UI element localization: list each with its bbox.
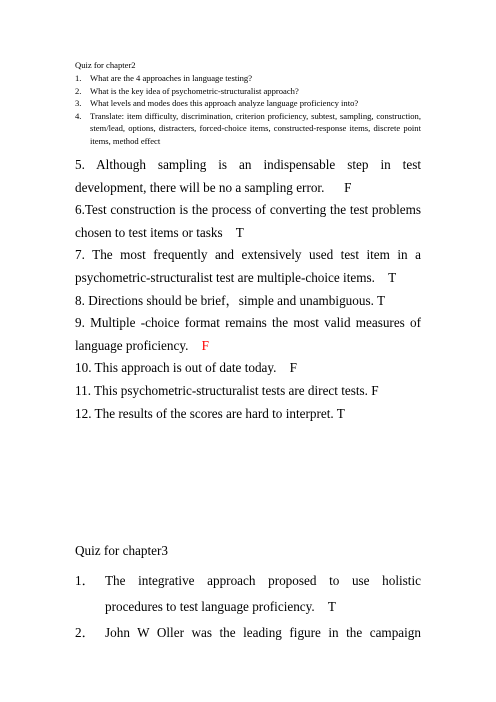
list-item [75, 568, 421, 620]
question-answer: T [327, 599, 336, 614]
question-text: What is the key idea of psychometric-structuralist approach? [90, 85, 299, 96]
statement-answer: T [376, 292, 385, 308]
statement-answer: F [371, 382, 379, 398]
statement-text: 10. This approach is out of date today. [75, 360, 277, 376]
question-text-line: procedures to test language proficiency. [105, 599, 315, 614]
list-number: 1. [75, 73, 82, 83]
statement [75, 154, 421, 199]
statement [75, 403, 421, 426]
statement-answer: T [235, 224, 244, 240]
statement [75, 357, 421, 380]
statement [75, 244, 421, 289]
list-number: 1． [75, 573, 95, 588]
question-text: What levels and modes does this approach analyze language proficiency into? [90, 98, 359, 108]
statement-answer-highlighted: F [201, 337, 209, 353]
statement-answer: F [289, 360, 297, 376]
statement-answer: F [344, 179, 352, 195]
statement-text: 12. The results of the scores are hard to interpret. [75, 405, 334, 421]
chapter3-question-list [75, 568, 421, 646]
list-number: 2． [75, 625, 95, 640]
statement-text: 5. Although sampling is an indispensable step in test development, there will be no a sampling error. [75, 157, 421, 195]
true-false-statements [75, 154, 421, 425]
statement-text: 11. This psychometric-structuralist tests are direct tests. [75, 382, 368, 398]
statement [75, 290, 421, 313]
statement [75, 199, 421, 244]
statement-text: 8. Directions should be brief，simple and unambiguous. [75, 292, 374, 308]
list-item [75, 97, 421, 110]
question-text: Translate: item difficulty, discrimination, criterion proficiency, subtest, sampling, construction, stem/lead, options, distracters, forced-choice items, constructed-response items, discrete point items, method effect [90, 110, 421, 146]
question-text: What are the 4 approaches in language testing? [90, 73, 253, 83]
question-text-line: John W Oller was the leading figure in the campaign [105, 625, 421, 640]
list-item [75, 110, 421, 148]
statement-text: 7. The most frequently and extensively used test item in a psychometric-structuralist test are multiple-choice items. [75, 247, 421, 285]
list-number: 3. [75, 98, 82, 108]
list-item [75, 72, 421, 85]
chapter3-title: Quiz for chapter3 [75, 543, 169, 558]
statement [75, 312, 421, 357]
chapter2-question-list [75, 72, 421, 147]
list-item [75, 85, 421, 98]
list-number: 4. [75, 110, 82, 121]
chapter2-title: Quiz for chapter2 [75, 60, 136, 70]
statement-text: 9. Multiple -choice format remains the most valid measures of language proficiency. [75, 315, 421, 353]
statement-answer: T [388, 269, 397, 285]
list-item [75, 620, 421, 646]
statement [75, 380, 421, 403]
statement-text: 6.Test construction is the process of converting the test problems chosen to test items or tasks [75, 202, 421, 240]
question-text-line: The integrative approach proposed to use holistic [105, 573, 421, 588]
statement-answer: T [336, 405, 345, 421]
list-number: 2. [75, 85, 82, 96]
